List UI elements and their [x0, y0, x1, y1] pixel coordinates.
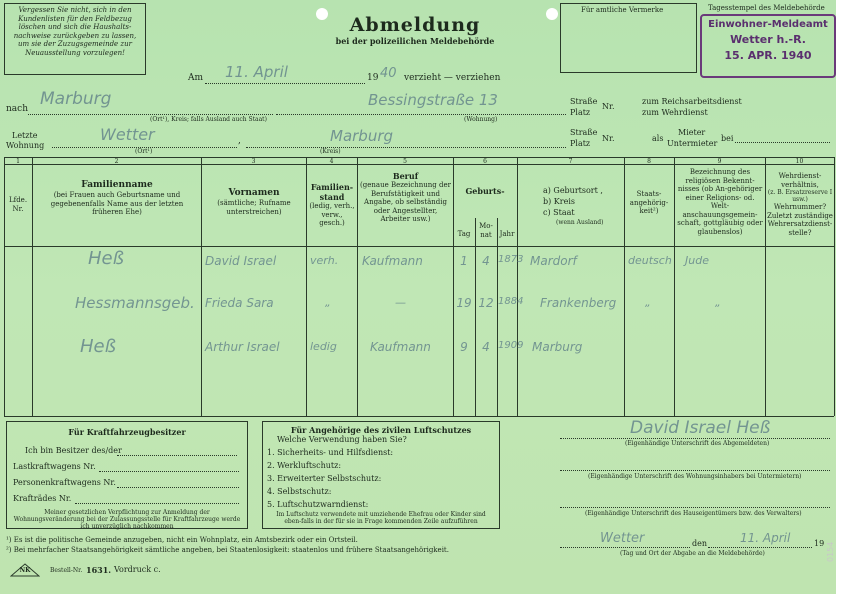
hdr-staat: c) Staat	[543, 208, 575, 217]
row2-vornamen: Frieda Sara	[205, 296, 274, 310]
hdr-vornamen	[205, 188, 303, 216]
hdr-wehrdienst	[767, 172, 833, 237]
paper-edge	[836, 0, 850, 594]
hdr-familienstand	[309, 182, 355, 228]
row1-monat: 4	[482, 254, 490, 268]
logo-text: NK	[19, 567, 31, 574]
hdr-familienstand-sub: (ledig, verh., verw., gesch.)	[309, 202, 355, 227]
hdr-religion: Bezeichnung des religiösen Bekennt-nisses (ob An-gehöriger einer Religions- od. Welt-anschauungsgemein-schaft, gottgläubig oder glaubenslos)	[677, 168, 763, 236]
last-platz: Platz	[570, 139, 591, 148]
hdr-wehrdienst-sub: (z. B. Ersatzreserve I usw.)	[767, 189, 833, 203]
vehicle-owner-box	[6, 421, 248, 529]
air-question: Welche Verwendung haben Sie?	[277, 435, 407, 444]
col-num-6: 6	[483, 158, 487, 165]
official-note-box	[560, 3, 697, 73]
vehicle-line-4: Krafträdes Nr.	[13, 494, 72, 503]
nach-place-caption: (Ort¹), Kreis; falls Ausland auch Staat)	[150, 116, 267, 123]
margin-note: 0154	[826, 541, 835, 562]
notice-box	[4, 3, 146, 75]
footnote-1: ¹) Es ist die politische Gemeinde anzugeben, nicht ein Wohnplatz, ein Amtsbezirk oder ein Ortsteil.	[6, 536, 358, 544]
nach-strasse: Straße	[570, 97, 598, 106]
last-bei: bei	[721, 134, 734, 143]
col-num-7: 7	[568, 158, 573, 165]
signature-caption-2: (Eigenhändige Unterschrift des Wohnungsinhabers bei Untermietern)	[588, 473, 802, 480]
nach-platz: Platz	[570, 108, 591, 117]
col-num-9: 9	[717, 158, 722, 165]
publisher-logo	[10, 562, 40, 576]
date-stamp	[700, 14, 836, 78]
last-label-1: Letzte	[12, 131, 38, 140]
order-label: Bestell-Nr.	[50, 567, 83, 574]
col-num-1: 1	[16, 158, 20, 165]
nach-nr: Nr.	[602, 102, 615, 111]
nach-place: Marburg	[40, 89, 112, 109]
notice-text: Vergessen Sie nicht, sich in den Kundenlisten für den Feldbezug löschen und sich die Haushalts-nachweise zurückgeben zu lassen, um sie der Zuzugsgemeinde zur Neuausstellung vorzulegen!	[13, 6, 137, 57]
service-wehr: zum Wehrdienst	[642, 108, 708, 117]
air-item-5: 5. Luftschutzwarndienst:	[267, 500, 369, 509]
last-kreis-caption: (Kreis)	[320, 148, 341, 155]
air-item-4: 4. Selbstschutz:	[267, 487, 332, 496]
submission-caption: (Tag und Ort der Abgabe an die Meldebehörde)	[620, 550, 765, 557]
col-num-5: 5	[403, 158, 407, 165]
air-note: Im Luftschutz verwendete mit umziehende Ehefrau oder Kinder sind eben-falls in der für sie in Frage kommenden Zeile aufzuführen	[276, 511, 486, 525]
row1-staat: deutsch	[628, 254, 672, 267]
row2-stand: „	[325, 296, 331, 309]
footnote-2: ²) Bei mehrfacher Staatsangehörigkeit sämtliche angeben, bei Staatenlosigkeit: staatenlos und frühere Staatsangehörigkeit.	[6, 546, 449, 554]
hdr-staat-sub: (wenn Ausland)	[556, 219, 604, 226]
hdr-jahr: Jahr	[499, 230, 515, 238]
row2-tag: 19	[456, 296, 472, 310]
form-version: Vordruck c.	[114, 565, 161, 574]
hdr-familienstand-title: Familien-stand	[310, 182, 354, 202]
row1-religion: Jude	[685, 254, 709, 267]
signature-caption-1: (Eigenhändige Unterschrift des Abgemeldeten)	[625, 440, 770, 447]
row3-stand: ledig	[310, 340, 337, 353]
submission-date: 11. April	[740, 531, 791, 545]
last-untermieter: Untermieter	[667, 139, 718, 148]
col-num-8: 8	[647, 158, 651, 165]
service-rad: zum Reichsarbeitsdienst	[642, 97, 742, 106]
last-label-2: Wohnung	[6, 141, 45, 150]
hdr-wehrdienst-title: Wehrdienst-verhältnis,	[778, 172, 822, 189]
stamp-office: Einwohner-Meldeamt	[708, 19, 828, 30]
row2-religion: „	[715, 296, 721, 309]
date-year-prefix: 19	[367, 73, 379, 83]
row3-ort: Marburg	[532, 340, 583, 354]
row1-tag: 1	[460, 254, 468, 268]
hdr-wehrdienst-rest: Wehrnummer? Zuletzt zuständige Wehrersatzdienst-stelle?	[767, 203, 833, 237]
order-number: 1631.	[86, 565, 112, 575]
last-nr: Nr.	[602, 134, 615, 143]
vehicle-note: Meiner gesetzlichen Verpflichtung zur Anmeldung der Wohnungsveränderung bei der Zulassungsstelle für Kraftfahrzeuge werde ich unverzüglich nachkommen	[13, 509, 241, 530]
hdr-beruf	[360, 171, 451, 224]
signature-handwritten: David Israel Heß	[630, 418, 771, 438]
hdr-kreis: b) Kreis	[543, 197, 575, 206]
official-note-label: Für amtliche Vermerke	[581, 6, 664, 14]
form-subtitle: bei der polizeilichen Meldebehörde	[335, 36, 495, 46]
row3-vornamen: Arthur Israel	[205, 340, 280, 354]
last-strasse: Straße	[570, 128, 598, 137]
air-title: Für Angehörige des zivilen Luftschutzes	[290, 425, 472, 435]
stamp-place: Wetter h.-R.	[730, 33, 806, 46]
row2-jahr: 1884	[498, 296, 524, 307]
hdr-lfde-nr: Lfde. Nr.	[8, 196, 28, 213]
hdr-geburtsort: a) Geburtsort ,	[543, 186, 603, 195]
submission-year-prefix: 19	[814, 539, 825, 548]
row3-name: Heß	[80, 336, 116, 357]
row2-name: Hessmannsgeb.	[75, 294, 195, 312]
air-item-2: 2. Werkluftschutz:	[267, 461, 342, 470]
row3-monat: 4	[482, 340, 490, 354]
vehicle-line-3: Personenkraftwagens Nr.	[13, 478, 116, 487]
air-protection-box	[262, 421, 500, 529]
row2-staat: „	[645, 296, 651, 309]
row1-jahr: 1873	[498, 254, 524, 265]
row1-stand: verh.	[310, 254, 339, 267]
signature-caption-3: (Eigenhändige Unterschrift des Hauseigentümers bzw. des Verwalters)	[585, 510, 802, 517]
nach-label: nach	[6, 104, 28, 114]
last-place: Wetter	[100, 125, 155, 144]
hdr-familienname	[36, 180, 198, 217]
last-kreis: Marburg	[330, 127, 394, 145]
last-mieter: Mieter	[678, 128, 706, 137]
registration-form: Vergessen Sie nicht, sich in den Kundenlisten für den Feldbezug löschen und sich die Haushalts-nachweise zurückgeben zu lassen, um sie der Zuzugsgemeinde zur Neuausstellung vorzulegen! Abmeldung bei der polizeilichen Meldebehörde Für amtliche Vermerke Tagesstempel des Meldebehörde Einwohner-Meldeamt Wetter h.-R. 15. APR. 1940 Am 11. April 19 40 verzieht — verziehen nach Marburg (Ort¹), Kreis; falls Ausland auch Staat) Bessingstraße 13 (Wohnung) Straße Platz Nr. zum Reichsarbeitsdienst zum Wehrdienst Letzte Wohnung Wetter (Ort¹) , Marburg (Kreis) Straße Platz Nr. als Mieter Untermieter bei 1 2 3 4 5 6 7 8 9 10 Lfde. Nr. Familienname (bei Frauen auch Geburtsname und gegebenenfalls Name aus der letzten früheren Ehe) Vornamen (sämtliche; Rufname unterstreichen) Familien-stand (ledig, verh., verw., gesch.) Beruf (genaue Bezeichnung der Berufstätigkeit und Angabe, ob selbständig oder Angestellter, Arbeiter usw.) Geburts- Tag Mo-nat Jahr a) Geburtsort , b) Kreis c) Staat (wenn Ausland) Staats-angehörig-keit²) Bezeichnung des religiösen Bekennt-nisses (ob An-gehöriger einer Religions- od. Welt-anschauungsgemein-schaft, gottgläubig oder glaubenslos) Wehrdienst-verhältnis, (z. B. Ersatzreserve I usw.) Wehrnummer? Zuletzt zuständige Wehrersatzdienst-stelle? Heß David Israel verh. Kaufmann 1 4 1873 Mardorf deutsch Jude Hessmannsgeb. Frieda Sara „ — 19 12 1884 Frankenberg „ „ Heß Arthur Israel ledig Kaufmann 9 4 1909 Marburg Für Kraftfahrzeugbesitzer Ich bin Besitzer des/der Lastkraftwagens Nr. Personenkraftwagens Nr. Krafträdes Nr. Meiner gesetzlichen Verpflichtung zur Anmeldung der Wohnungsveränderung bei der Zulassungsstelle für Kraftfahrzeuge werde ich unverzüglich nachkommen Für Angehörige des zivilen Luftschutzes Welche Verwendung haben Sie? 1. Sicherheits- und Hilfsdienst: 2. Werkluftschutz: 3. Erweiterter Selbstschutz: 4. Selbstschutz: 5. Luftschutzwarndienst: Im Luftschutz verwendete mit umziehende Ehefrau oder Kinder sind eben-falls in der für sie in Frage kommenden Zeile aufzuführen David Israel Heß (Eigenhändige Unterschrift des Abgemeldeten) (Eigenhändige Unterschrift des Wohnungsinhabers bei Untermietern) (Eigenhändige Unterschrift des Hauseigentümers bzw. des Verwalters) Wetter den 11. April 19 (Tag und Ort der Abgabe an die Meldebehörde) ¹) Es ist die politische Gemeinde anzugeben, nicht ein Wohnplatz, ein Amtsbezirk oder ein Ortsteil. ²) Bei mehrfacher Staatsangehörigkeit sämtliche angeben, bei Staatenlosigkeit: staatenlos und frühere Staatsangehörigkeit. NK Bestell-Nr. 1631. Vordruck c. 0154	[0, 0, 850, 594]
last-als: als	[652, 134, 664, 143]
col-num-4: 4	[329, 158, 334, 165]
hdr-geburts: Geburts-	[465, 186, 505, 196]
vehicle-line-1: Ich bin Besitzer des/der	[25, 446, 122, 455]
last-place-caption: (Ort¹)	[135, 148, 153, 155]
stamp-date: 15. APR. 1940	[724, 49, 812, 62]
row2-beruf: —	[395, 296, 406, 309]
submission-place: Wetter	[600, 531, 645, 546]
date-day-month: 11. April	[225, 63, 288, 81]
punch-hole	[546, 8, 558, 20]
col-num-10: 10	[795, 158, 804, 165]
form-title: Abmeldung	[349, 14, 481, 36]
hdr-monat: Mo-nat	[479, 222, 493, 239]
row1-vornamen: David Israel	[205, 254, 277, 268]
date-prefix: Am	[188, 73, 204, 83]
hdr-familienname-sub: (bei Frauen auch Geburtsname und gegebenenfalls Name aus der letzten früheren Ehe)	[50, 191, 184, 216]
date-year: 40	[380, 66, 397, 81]
hdr-familienname-title: Familienname	[81, 180, 153, 190]
air-item-1: 1. Sicherheits- und Hilfsdienst:	[267, 448, 394, 457]
vehicle-title: Für Kraftfahrzeugbesitzer	[68, 427, 186, 437]
row3-jahr: 1909	[498, 340, 524, 351]
row1-name: Heß	[88, 248, 124, 269]
air-item-3: 3. Erweiterter Selbstschutz:	[267, 474, 382, 483]
col-num-2: 2	[114, 158, 119, 165]
row2-monat: 12	[478, 296, 494, 310]
row2-ort: Frankenberg	[540, 296, 617, 310]
hdr-staatsangehoerigkeit: Staats-angehörig-keit²)	[629, 190, 669, 215]
hdr-tag: Tag	[457, 230, 471, 238]
nach-street-caption: (Wohnung)	[464, 116, 498, 123]
row3-tag: 9	[460, 340, 468, 354]
hdr-vornamen-sub: (sämtliche; Rufname unterstreichen)	[217, 199, 291, 216]
row1-beruf: Kaufmann	[362, 254, 423, 268]
vehicle-line-2: Lastkraftwagens Nr.	[13, 462, 96, 471]
stamp-label: Tagesstempel des Meldebehörde	[708, 4, 825, 12]
row1-ort: Mardorf	[530, 254, 577, 268]
submission-den: den	[692, 539, 708, 548]
nach-street: Bessingstraße 13	[368, 91, 498, 109]
hdr-vornamen-title: Vornamen	[228, 188, 280, 198]
hdr-beruf-sub: (genaue Bezeichnung der Berufstätigkeit und Angabe, ob selbständig oder Angestellter, Arbeiter usw.)	[360, 181, 451, 223]
col-num-3: 3	[251, 158, 256, 165]
date-suffix: verzieht — verziehen	[404, 73, 501, 83]
row3-beruf: Kaufmann	[370, 340, 431, 354]
hdr-beruf-title: Beruf	[392, 171, 419, 181]
